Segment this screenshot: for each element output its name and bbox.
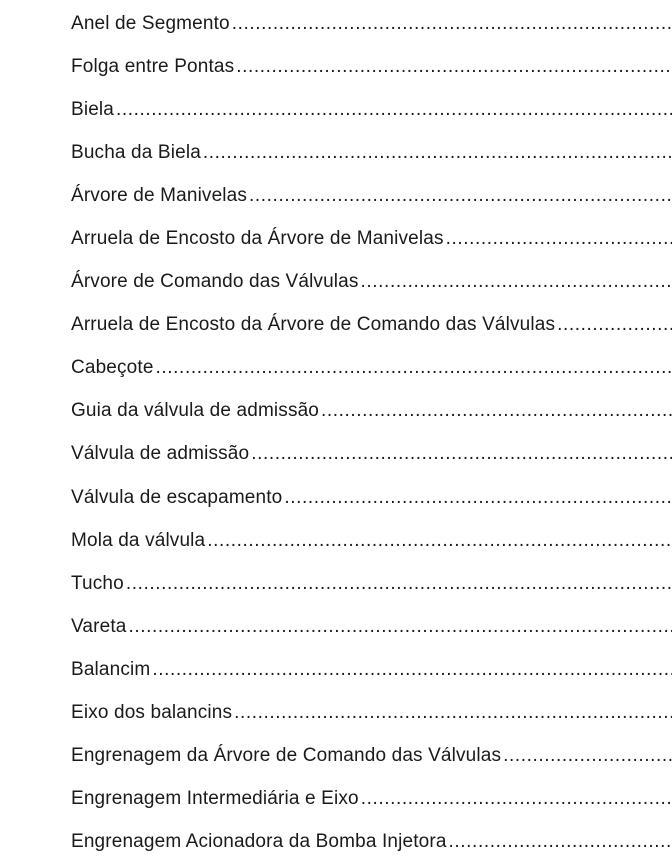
dot-leader — [156, 357, 672, 379]
dot-leader — [232, 13, 672, 35]
dot-leader — [128, 616, 672, 638]
list-item — [71, 648, 672, 691]
toc-item-label: Vareta — [71, 615, 127, 637]
dot-leader — [203, 142, 672, 164]
dot-leader — [503, 745, 672, 767]
toc-item-label: Arruela de Encosto da Árvore de Comando das Válvulas — [71, 314, 556, 336]
list-item — [71, 2, 672, 45]
list-item — [71, 778, 672, 821]
table-of-contents — [71, 2, 672, 864]
dot-leader — [249, 185, 672, 207]
list-item — [71, 88, 672, 131]
dot-leader — [126, 573, 672, 595]
list-item — [71, 261, 672, 304]
toc-item-label: Balancim — [71, 658, 151, 680]
dot-leader — [284, 487, 672, 509]
list-item — [71, 217, 672, 260]
toc-item-label: Válvula de admissão — [71, 443, 250, 465]
dot-leader — [251, 443, 672, 465]
list-item — [71, 174, 672, 217]
list-item — [71, 605, 672, 648]
list-item — [71, 45, 672, 88]
dot-leader — [116, 99, 672, 121]
list-item — [71, 433, 672, 476]
toc-item-label: Árvore de Manivelas — [71, 184, 248, 206]
list-item — [71, 519, 672, 562]
toc-item-label: Guia da válvula de admissão — [71, 400, 320, 422]
toc-item-label: Válvula de escapamento — [71, 486, 283, 508]
dot-leader — [446, 228, 672, 250]
dot-leader — [361, 271, 672, 293]
list-item — [71, 735, 672, 778]
list-item — [71, 476, 672, 519]
list-item — [71, 390, 672, 433]
toc-item-label: Árvore de Comando das Válvulas — [71, 271, 359, 293]
toc-item-label: Tucho — [71, 572, 124, 594]
dot-leader — [207, 530, 672, 552]
dot-leader — [234, 702, 672, 724]
list-item — [71, 304, 672, 347]
list-item — [71, 562, 672, 605]
list-item — [71, 347, 672, 390]
toc-item-label: Engrenagem Intermediária e Eixo — [71, 788, 359, 810]
list-item — [71, 692, 672, 735]
dot-leader — [449, 831, 672, 853]
dot-leader — [236, 56, 672, 78]
dot-leader — [557, 314, 672, 336]
toc-item-label: Bucha da Biela — [71, 141, 201, 163]
list-item — [71, 131, 672, 174]
dot-leader — [361, 788, 672, 810]
toc-item-label: Arruela de Encosto da Árvore de Manivelas — [71, 228, 444, 250]
list-item — [71, 821, 672, 864]
toc-item-label: Cabeçote — [71, 357, 154, 379]
toc-item-label: Biela — [71, 98, 114, 120]
toc-item-label: Engrenagem da Árvore de Comando das Válvulas — [71, 745, 502, 767]
toc-item-label: Eixo dos balancins — [71, 702, 233, 724]
toc-item-label: Engrenagem Acionadora da Bomba Injetora — [71, 831, 447, 853]
toc-item-label: Anel de Segmento — [71, 12, 230, 34]
dot-leader — [152, 659, 672, 681]
dot-leader — [321, 400, 672, 422]
toc-item-label: Mola da válvula — [71, 529, 206, 551]
toc-item-label: Folga entre Pontas — [71, 55, 235, 77]
